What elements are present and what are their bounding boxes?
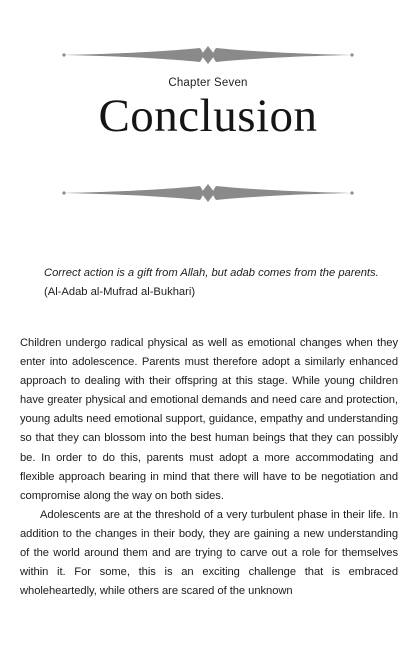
- epigraph-quote: Correct action is a gift from Allah, but adab comes from the parents.: [44, 267, 379, 279]
- epigraph-source: (Al-Adab al-Mufrad al-Bukhari): [44, 286, 196, 298]
- paragraph-2: Adolescents are at the threshold of a very turbulent phase in their life. In addition to the changes in their body, they are gaining a new understanding of the world around them and are trying to carve out a role for themselves within it. For some, this is an exciting challenge that is embraced wholeheartedly, while others are scared of the unknown: [20, 508, 398, 598]
- chapter-label: Chapter Seven: [168, 77, 248, 89]
- top-ornament-divider: [0, 45, 416, 65]
- chapter-title: Conclusion: [98, 90, 318, 142]
- paragraph-1: Children undergo radical physical as well as emotional changes when they enter into adolescence. Parents must therefore adopt a similarly enhanced approach to dealing with their offspring at this stage. While young children have greater physical and emotional demands and need care and protection, young adults need emotional support, guidance, empathy and understanding so that they can blossom into the best human beings that they can possibly be. In order to do this, parents must adopt a more accommodating and flexible approach bearing in mind that there will have to be negotiation and compromise along the way on both sides.: [20, 337, 398, 502]
- bottom-ornament-divider: [0, 183, 416, 203]
- body-text: [20, 334, 398, 601]
- epigraph: [44, 264, 384, 302]
